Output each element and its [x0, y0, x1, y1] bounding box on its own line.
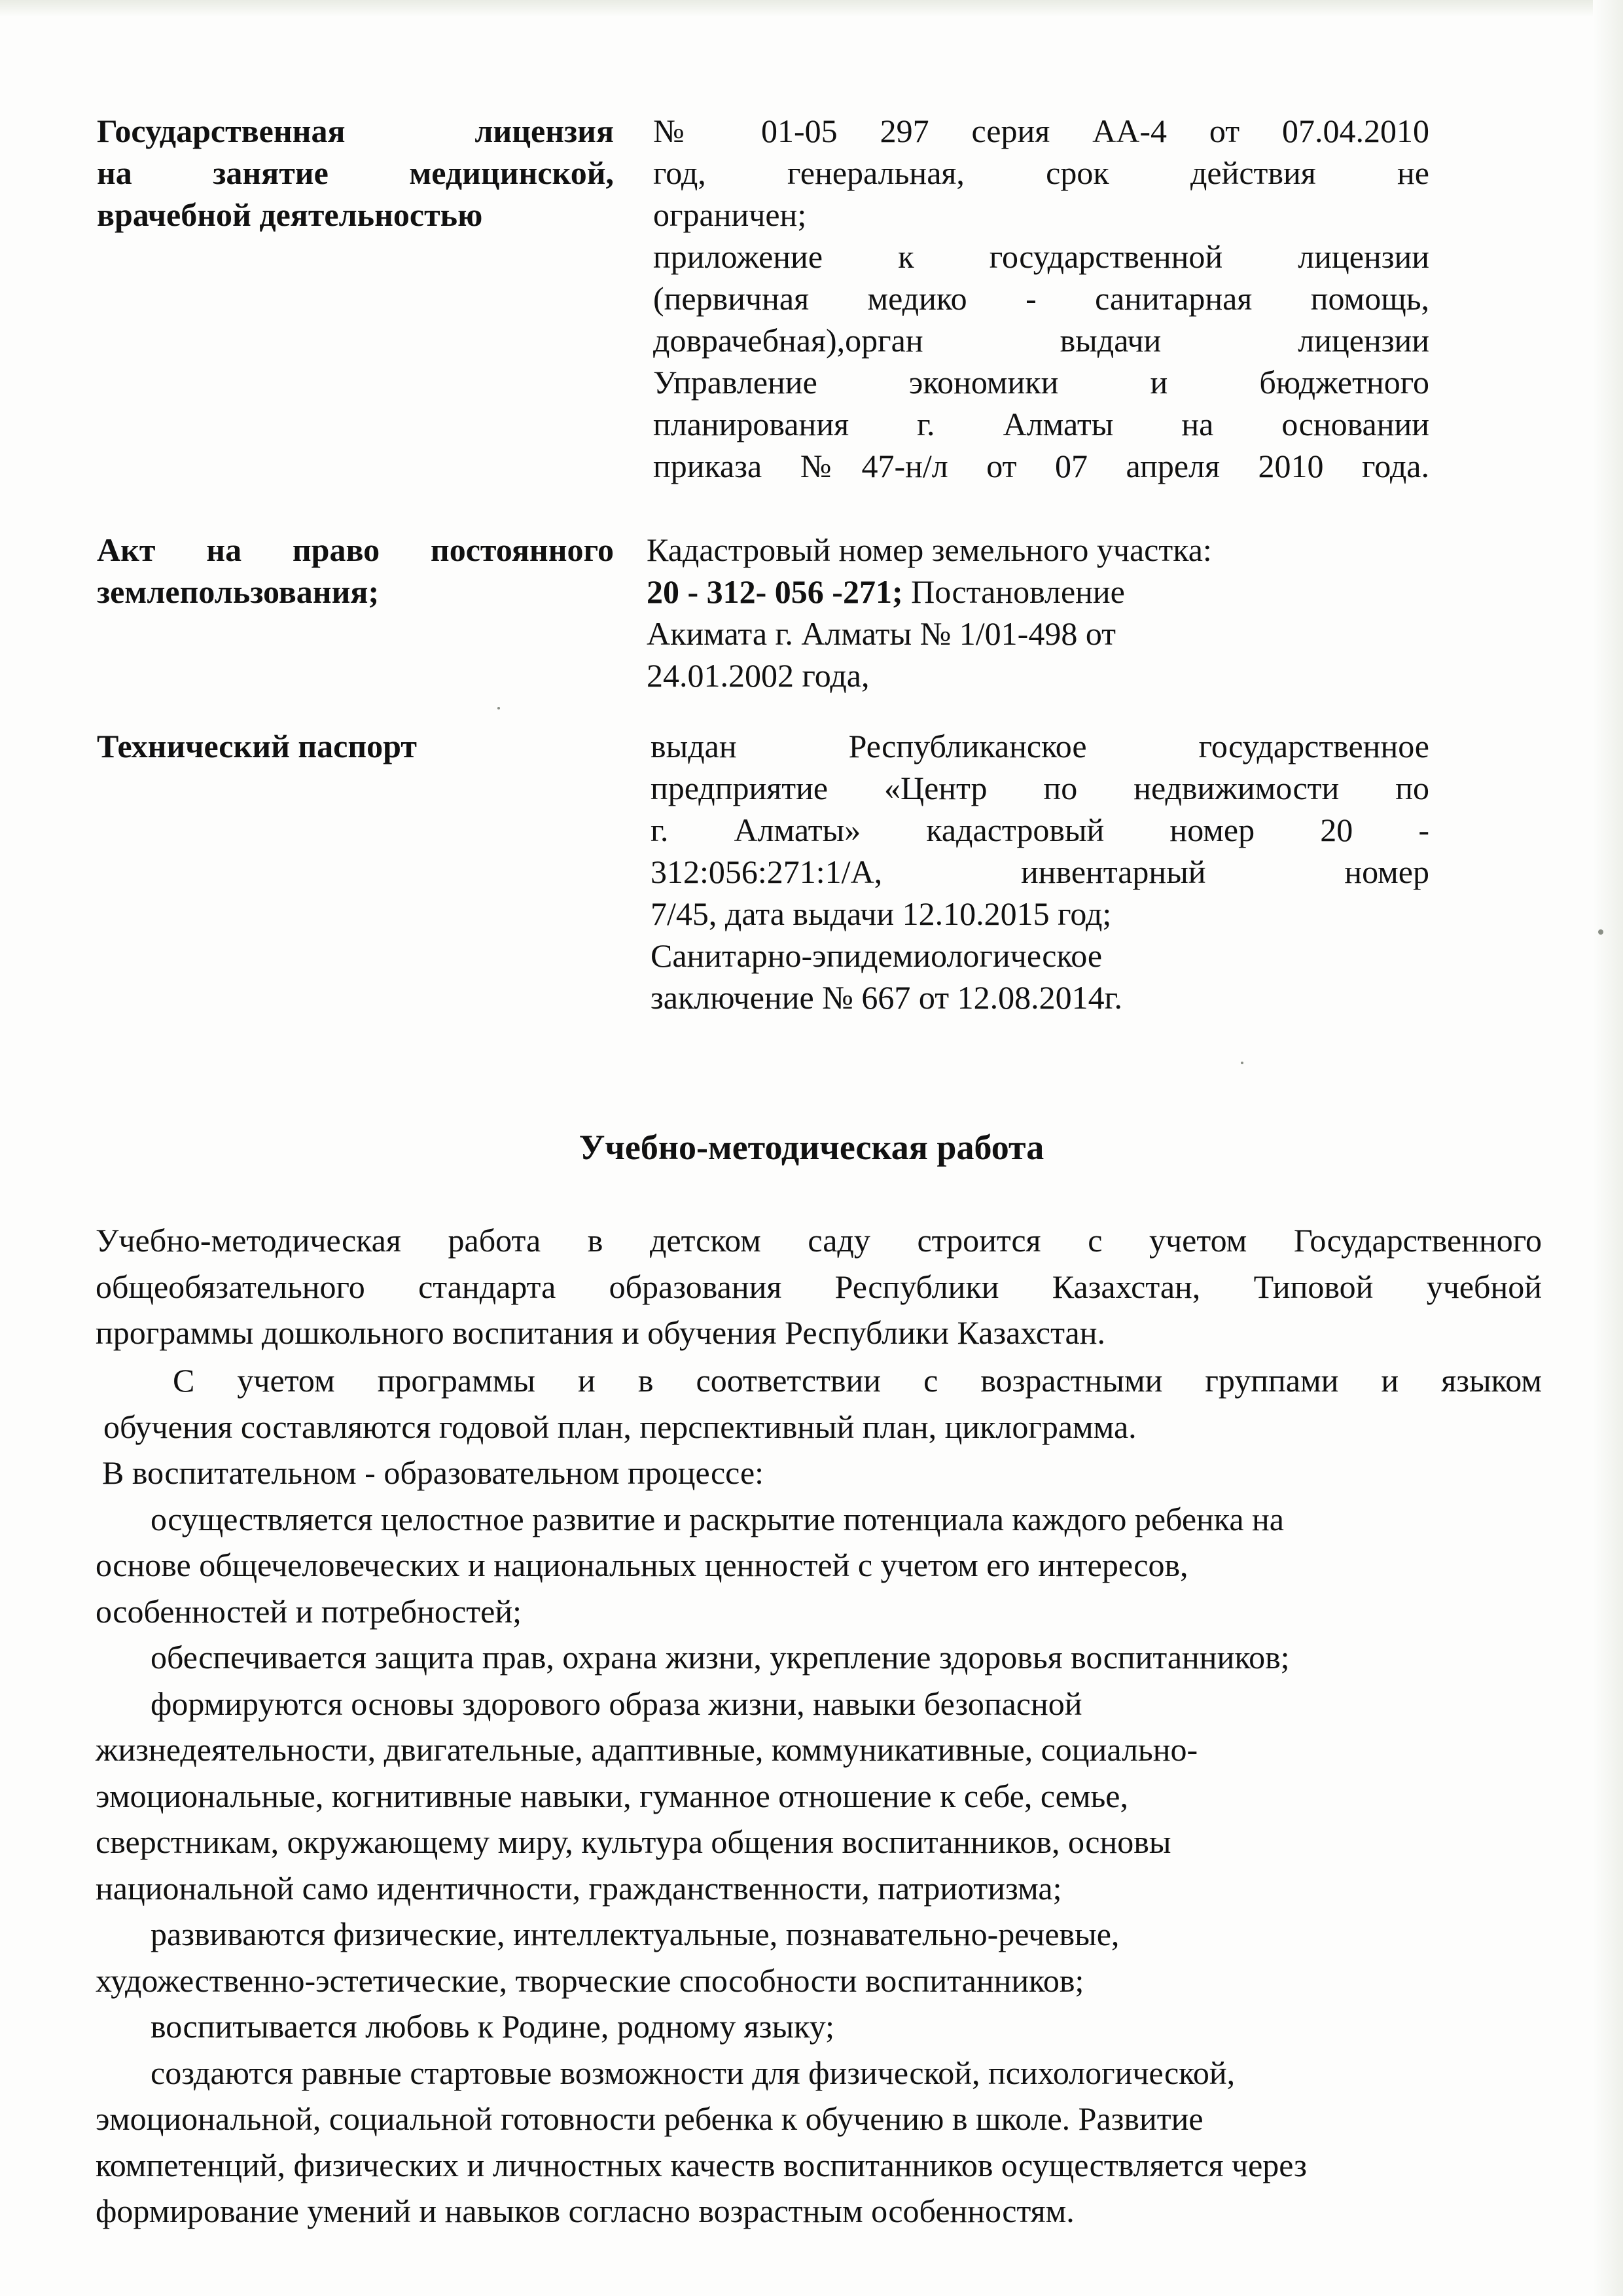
passport-label-line: Технический паспорт — [97, 728, 417, 764]
list-item-line: компетенций, физических и личностных качеств воспитанников осуществляется через — [96, 2146, 1307, 2183]
license-value-line: приказа №47-н/л от 07 апреля 2010 года. — [653, 448, 1429, 484]
scan-speck — [1241, 1062, 1243, 1064]
list-item-line: формируются основы здорового образа жизни, навыки безопасной — [151, 1685, 1082, 1722]
paragraph-line: В воспитательном - образовательном процессе: — [102, 1454, 764, 1491]
license-value-line: планирования г. Алматы на основании — [653, 406, 1429, 442]
land-value-line: Кадастровый номер земельного участка: — [647, 531, 1212, 568]
list-item-line: основе общечеловеческих и национальных ценностей с учетом его интересов, — [96, 1547, 1188, 1583]
license-value-line: (первичная медико - санитарная помощь, — [653, 280, 1429, 317]
license-value-line: ограничен; — [653, 196, 807, 233]
list-item-line: создаются равные стартовые возможности для физической, психологической, — [151, 2054, 1236, 2091]
license-label — [97, 110, 614, 236]
list-item-line: сверстникам, окружающему миру, культура общения воспитанников, основы — [96, 1823, 1171, 1860]
land-label — [97, 529, 614, 613]
passport-value-line: г. Алматы» кадастровый номер 20 - — [651, 812, 1429, 848]
scan-speck — [1598, 929, 1603, 935]
passport-value-line: Санитарно-эпидемиологическое — [651, 937, 1103, 974]
land-value-line: 24.01.2002 года, — [647, 657, 870, 694]
paragraph-line: С учетом программы и в соответствии с возрастными группами и языком — [173, 1362, 1542, 1399]
list-item-line: воспитывается любовь к Родине, родному языку; — [151, 2008, 834, 2045]
cadastral-number: 20 - 312- 056 -271; — [647, 573, 903, 610]
list-item-line: жизнедеятельности, двигательные, адаптивные, коммуникативные, социально- — [96, 1731, 1198, 1768]
passport-label — [97, 725, 614, 767]
intro-paragraph — [96, 1217, 1542, 1356]
paragraph-line: общеобязательного стандарта образования Республики Казахстан, Типовой учебной — [96, 1268, 1542, 1305]
land-value-line: Акимата г. Алматы № 1/01-498 от — [647, 615, 1116, 652]
list-item-line: развиваются физические, интеллектуальные, познавательно-речевые, — [151, 1916, 1120, 1952]
paragraph-line: Учебно-методическая работа в детском саду строится с учетом Государственного — [96, 1222, 1542, 1259]
land-label-line: землепользования; — [97, 573, 380, 610]
license-value-line: год, генеральная, срок действия не — [653, 154, 1429, 191]
land-label-line: Акт на право постоянного — [97, 531, 614, 568]
list-item-line: особенностей и потребностей; — [96, 1592, 522, 1630]
list-item-line: эмоциональной, социальной готовности ребенка к обучению в школе. Развитие — [96, 2100, 1204, 2137]
list-item-line: художественно-эстетические, творческие способности воспитанников; — [96, 1962, 1084, 1999]
list-item-line: национальной само идентичности, гражданственности, патриотизма; — [96, 1869, 1062, 1907]
license-value-line: Управление экономики и бюджетного — [653, 364, 1429, 401]
passport-value-line: 7/45, дата выдачи 12.10.2015 год; — [651, 895, 1112, 932]
license-value-line: приложение к государственной лицензии — [653, 238, 1429, 275]
paragraph-line: программы дошкольного воспитания и обучения Республики Казахстан. — [96, 1314, 1105, 1351]
section-title: Учебно-методическая работа — [579, 1128, 1044, 1167]
scan-speck — [497, 707, 500, 709]
license-value-line: доврачебная),орган выдачи лицензии — [653, 322, 1429, 359]
land-value-line — [647, 571, 1432, 613]
license-label-line: врачебной деятельностью — [97, 196, 483, 233]
scan-edge-top — [0, 0, 1623, 17]
list-item-line: эмоциональные, когнитивные навыки, гуманное отношение к себе, семье, — [96, 1777, 1129, 1814]
license-label-line: на занятие медицинской, — [97, 154, 614, 191]
passport-value-line: выдан Республиканское государственное — [651, 728, 1429, 764]
passport-value — [651, 725, 1429, 1018]
land-value — [647, 529, 1432, 696]
passport-value-line: заключение № 667 от 12.08.2014г. — [651, 979, 1122, 1016]
land-value-text: Постановление — [902, 573, 1125, 610]
list-item-line: формирование умений и навыков согласно возрастным особенностям. — [96, 2193, 1075, 2229]
license-value-line: № 01-05 297 серия АА-4 от 07.04.2010 — [653, 113, 1429, 149]
passport-value-line: предприятие «Центр по недвижимости по — [651, 770, 1429, 806]
paragraph-line: обучения составляются годовой план, перспективный план, циклограмма. — [103, 1408, 1137, 1445]
license-value — [653, 110, 1429, 487]
license-label-line: Государственная лицензия — [97, 113, 614, 149]
list-item-line: обеспечивается защита прав, охрана жизни, укрепление здоровья воспитанников; — [151, 1639, 1290, 1676]
body-paragraphs — [96, 1357, 1542, 2234]
list-item-line: осуществляется целостное развитие и раскрытие потенциала каждого ребенка на — [151, 1500, 1284, 1537]
passport-value-line: 312:056:271:1/А, инвентарный номер — [651, 853, 1429, 890]
